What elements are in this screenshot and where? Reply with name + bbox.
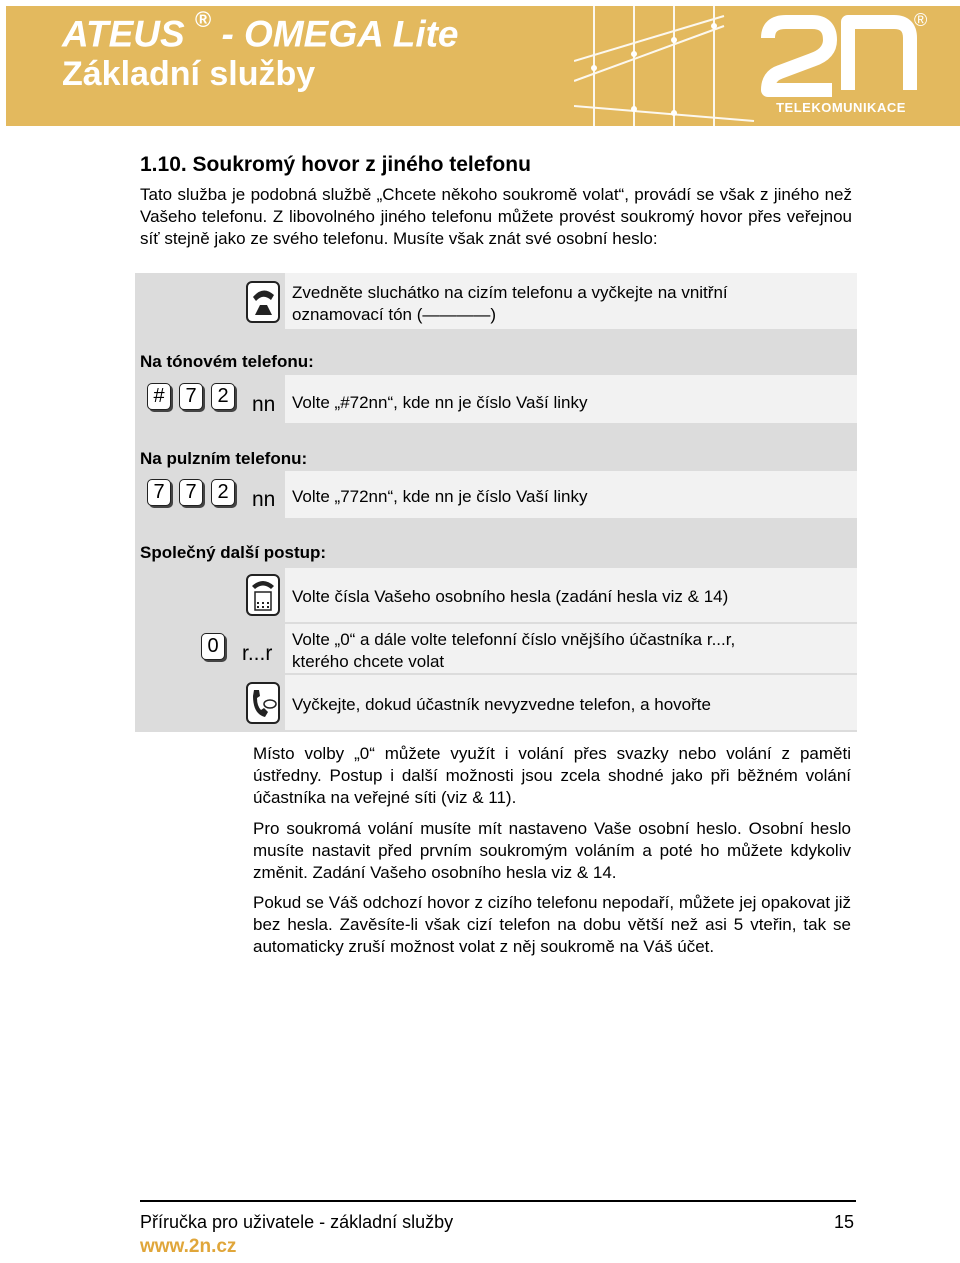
tone-nn: nn xyxy=(252,393,276,416)
intro-paragraph: Tato služba je podobná službě „Chcete někoho soukromě volat“, provádí se však z jiného než Vašeho telefonu. Z libovolného jiného telefonu můžete provést soukromý hovor přes veřejnou síť stejně jako ze svého telefonu. Musíte však znát své osobní heslo: xyxy=(140,185,852,248)
footer-divider xyxy=(140,1200,856,1202)
dial-number-rr: r...r xyxy=(242,642,273,665)
key-7: 7 xyxy=(147,479,171,506)
wait-instruction: Vyčkejte, dokud účastník nevyzvedne telefon, a hovořte xyxy=(292,695,711,714)
handset-talk-icon xyxy=(246,682,280,724)
password-instruction: Volte čísla Vašeho osobního hesla (zadání hesla viz & 14) xyxy=(292,587,729,606)
handset-lift-icon xyxy=(246,281,280,323)
keypad-phone-icon xyxy=(246,574,280,616)
key-0: 0 xyxy=(201,633,225,660)
tone-instruction: Volte „#72nn“, kde nn je číslo Vaší linky xyxy=(292,393,588,412)
note-paragraph: Pokud se Váš odchozí hovor z cizího telefonu nepodaří, můžete jej opakovat již bez hesla. Zavěsíte-li však cizí telefon na dobu větší než asi 5 vteřin, tak se automaticky zruší možnost volat z něj soukromě na Váš účet. xyxy=(253,893,851,956)
2n-logo xyxy=(760,14,920,98)
logo-subtitle: TELEKOMUNIKACE xyxy=(776,100,906,115)
note-paragraph: Místo volby „0“ můžete využít i volání přes svazky nebo volání z paměti ústředny. Postup i další možnosti jsou zcela shodné jako při běžném volání účastníka na veřejné síti (viz & 11). xyxy=(253,744,851,807)
brand-title: ATEUS ® - OMEGA Lite xyxy=(62,7,459,55)
key-hash: # xyxy=(147,383,171,410)
header-subtitle: Základní služby xyxy=(62,55,316,93)
page-number: 15 xyxy=(834,1212,855,1232)
footer-url[interactable]: www.2n.cz xyxy=(140,1236,237,1257)
logo-registered: ® xyxy=(914,10,928,30)
footer-title: Příručka pro uživatele - základní služby xyxy=(140,1212,454,1232)
pulse-instruction: Volte „772nn“, kde nn je číslo Vaší linky xyxy=(292,487,588,506)
step-pickup-text: Zvedněte sluchátko na cizím telefonu a vyčkejte na vnitřní oznamovací tón (————) xyxy=(292,283,728,324)
pulse-nn: nn xyxy=(252,488,276,511)
dial-instruction: Volte „0“ a dále volte telefonní číslo vnějšího účastníka r...r, kterého chcete volat xyxy=(292,630,736,671)
key-7: 7 xyxy=(179,383,203,410)
tone-label: Na tónovém telefonu: xyxy=(140,352,314,371)
note-paragraph: Pro soukromá volání musíte mít nastaveno Vaše osobní heslo. Osobní heslo musíte nastavit před prvním soukromým voláním a poté ho můžete kdykoliv změnit. Zadání Vašeho osobního hesla viz & 14. xyxy=(253,819,851,882)
key-2: 2 xyxy=(211,479,235,506)
pulse-label: Na pulzním telefonu: xyxy=(140,449,308,468)
common-label: Společný další postup: xyxy=(140,543,327,562)
key-2: 2 xyxy=(211,383,235,410)
key-7: 7 xyxy=(179,479,203,506)
section-title: 1.10. Soukromý hovor z jiného telefonu xyxy=(140,153,531,176)
